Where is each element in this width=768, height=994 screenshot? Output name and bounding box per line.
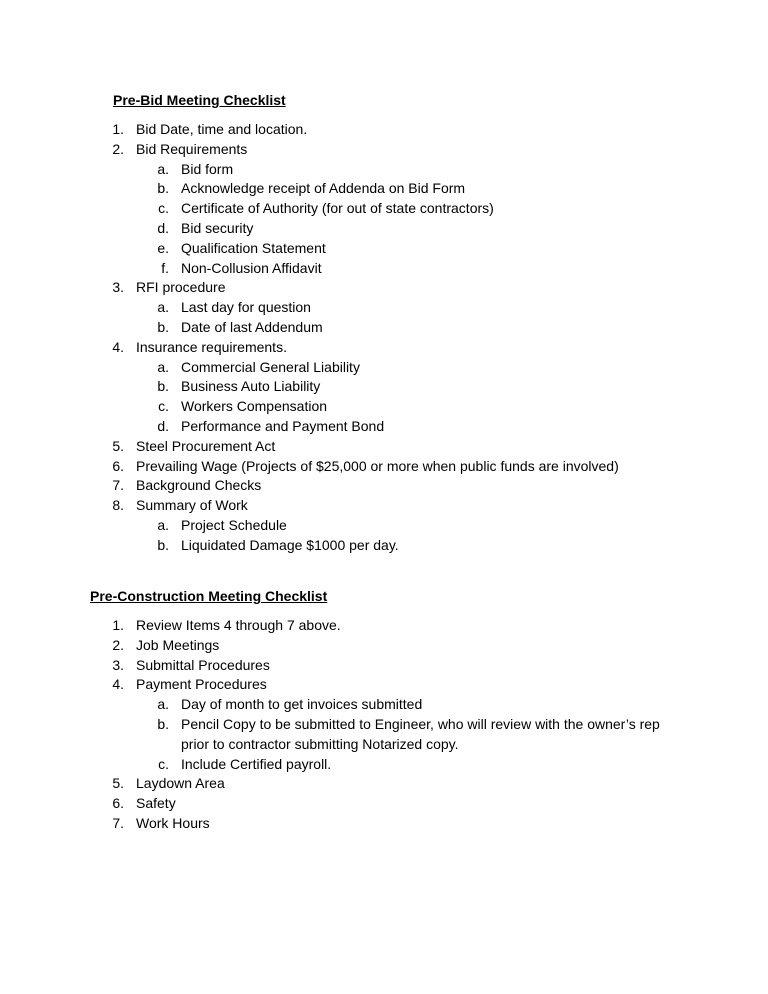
checklist-subitem (0, 755, 768, 775)
checklist-subitem (0, 179, 768, 199)
list-item-text: Insurance requirements. (136, 338, 287, 355)
list-number: 7. (112, 477, 124, 494)
list-item-text: Bid security (181, 219, 254, 236)
checklist-subitem (0, 397, 768, 417)
list-number: 4. (112, 676, 124, 693)
checklist-subitem (0, 298, 768, 318)
list-item-text: Workers Compensation (181, 398, 328, 415)
list-item-text: Payment Procedures (136, 676, 267, 693)
checklist-subitem (0, 358, 768, 378)
pre-construction-checklist-title: Pre-Construction Meeting Checklist (90, 588, 328, 604)
list-item-text: Business Auto Liability (181, 378, 321, 395)
checklist-subitem (0, 377, 768, 397)
list-number: 6. (112, 457, 124, 474)
checklist-item (0, 120, 768, 140)
checklist-item (0, 437, 768, 457)
list-number: c. (158, 755, 169, 772)
list-number: 6. (112, 795, 124, 812)
list-number: 1. (112, 121, 124, 137)
list-item-text: Summary of Work (136, 497, 248, 514)
list-number: b. (157, 715, 169, 732)
checklist-item (0, 774, 768, 794)
list-number: a. (157, 299, 169, 316)
checklist-item (0, 338, 768, 358)
list-number: c. (158, 398, 169, 415)
checklist-subitem (0, 695, 768, 715)
list-item-text: Bid form (181, 160, 234, 177)
list-number: d. (157, 219, 169, 236)
checklist-subitem (0, 239, 768, 259)
checklist-item (0, 140, 768, 160)
list-number: 3. (112, 656, 124, 673)
list-number: 8. (112, 497, 124, 514)
list-item-text: Submittal Procedures (136, 656, 270, 673)
checklist-subitem (0, 318, 768, 338)
list-item-text: Acknowledge receipt of Addenda on Bid Form (181, 180, 466, 197)
checklist-subitem (0, 219, 768, 239)
checklist-item (0, 656, 768, 676)
list-number: b. (157, 378, 169, 395)
checklist-subitem (0, 199, 768, 219)
checklist-subitem-continuation (0, 735, 768, 755)
list-number: f. (161, 259, 169, 276)
list-item-text: Non-Collusion Affidavit (181, 259, 322, 276)
checklist-subitem (0, 536, 768, 556)
list-number: 2. (112, 140, 124, 157)
list-number: 3. (112, 279, 124, 296)
list-item-text: Pencil Copy to be submitted to Engineer, who will review with the owner’s rep (181, 715, 660, 732)
checklist-item (0, 476, 768, 496)
checklist-subitem (0, 160, 768, 180)
list-item-text: Liquidated Damage $1000 per day. (181, 536, 399, 553)
checklist-subitem (0, 516, 768, 536)
list-number: 4. (112, 338, 124, 355)
checklist-item (0, 457, 768, 477)
list-number: a. (157, 516, 169, 533)
list-item-text: Work Hours (136, 814, 210, 831)
list-item-text: Last day for question (181, 299, 311, 316)
list-number: b. (157, 180, 169, 197)
pre-construction-checklist (0, 616, 768, 834)
list-item-text: Laydown Area (136, 775, 225, 792)
list-number: a. (157, 358, 169, 375)
checklist-item (0, 794, 768, 814)
list-item-text: Certificate of Authority (for out of state contractors) (181, 200, 494, 217)
checklist-item (0, 675, 768, 695)
list-item-text: Qualification Statement (181, 239, 326, 256)
checklist-subitem (0, 417, 768, 437)
list-item-text: Bid Requirements (136, 140, 248, 157)
list-number: 5. (112, 437, 124, 454)
list-item-text: Date of last Addendum (181, 318, 323, 335)
list-item-text: Safety (136, 795, 176, 812)
checklist-item (0, 814, 768, 834)
list-item-text: Background Checks (136, 477, 262, 494)
list-number: b. (157, 536, 169, 553)
checklist-item (0, 496, 768, 516)
pre-bid-checklist (0, 120, 768, 556)
list-item-text: Job Meetings (136, 636, 220, 653)
list-number: a. (157, 160, 169, 177)
list-item-text: Performance and Payment Bond (181, 417, 385, 434)
list-number: a. (157, 696, 169, 713)
list-item-text: prior to contractor submitting Notarized copy. (181, 735, 459, 752)
list-item-text: Project Schedule (181, 516, 287, 533)
list-number: c. (158, 200, 169, 217)
list-number: 2. (112, 636, 124, 653)
list-item-text: Prevailing Wage (Projects of $25,000 or more when public funds are involved) (136, 457, 619, 474)
list-number: b. (157, 318, 169, 335)
list-number: 7. (112, 814, 124, 831)
checklist-item (0, 616, 768, 636)
checklist-item (0, 636, 768, 656)
list-number: 5. (112, 775, 124, 792)
list-item-text: Bid Date, time and location. (136, 121, 308, 137)
list-item-text: Include Certified payroll. (181, 755, 332, 772)
list-number: e. (157, 239, 169, 256)
list-number: d. (157, 417, 169, 434)
list-item-text: Commercial General Liability (181, 358, 360, 375)
list-item-text: RFI procedure (136, 279, 226, 296)
checklist-subitem (0, 259, 768, 279)
list-item-text: Review Items 4 through 7 above. (136, 617, 341, 633)
list-item-text: Steel Procurement Act (136, 437, 276, 454)
checklist-item (0, 278, 768, 298)
list-item-text: Day of month to get invoices submitted (181, 696, 423, 713)
pre-bid-checklist-title: Pre-Bid Meeting Checklist (113, 92, 286, 108)
list-number: 1. (112, 617, 124, 633)
checklist-subitem (0, 715, 768, 735)
